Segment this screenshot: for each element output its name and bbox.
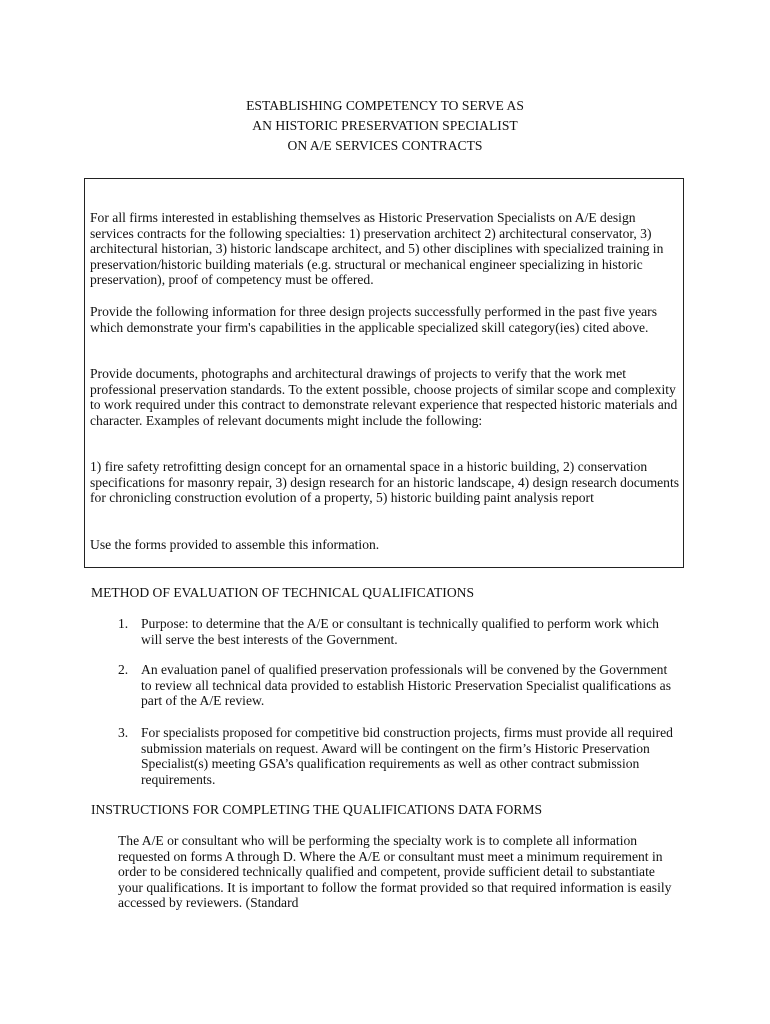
method-item-1	[118, 616, 678, 647]
intro-paragraph-3: Provide documents, photographs and architectural drawings of projects to verify that the work met professional preservation standards. To the extent possible, choose projects of similar scope and complexity to work required under this contract to demonstrate relevant experience that respected historic materials and character. Examples of relevant documents might include the following:	[90, 366, 678, 428]
method-item-number: 3.	[118, 725, 129, 740]
title-line-1: ESTABLISHING COMPETENCY TO SERVE AS	[246, 98, 524, 113]
method-item-number: 2.	[118, 662, 129, 677]
method-item-3	[118, 725, 678, 787]
title-line-2: AN HISTORIC PRESERVATION SPECIALIST	[252, 118, 518, 133]
instructions-paragraph: The A/E or consultant who will be performing the specialty work is to complete all information requested on forms A through D. Where the A/E or consultant must meet a minimum requirement in order to be considered technically qualified and competent, provide sufficient detail to substantiate your qualifications. It is important to follow the format provided so that required information is easily accessed by reviewers. (Standard	[118, 833, 672, 911]
method-item-number: 1.	[118, 616, 129, 631]
method-item-2	[118, 662, 678, 709]
intro-paragraph-4: 1) fire safety retrofitting design concept for an ornamental space in a historic building, 2) conservation specifications for masonry repair, 3) design research for an historic landscape, 4) design research documents for chronicling construction evolution of a property, 5) historic building paint analysis report	[90, 459, 680, 506]
instructions-heading: INSTRUCTIONS FOR COMPLETING THE QUALIFICATIONS DATA FORMS	[91, 802, 543, 817]
intro-paragraph-1: For all firms interested in establishing themselves as Historic Preservation Specialists on A/E design services contracts for the following specialties: 1) preservation architect 2) architectural conservator, 3) architectural historian, 3) historic landscape architect, and 5) other disciplines with specialized training in preservation/historic building materials (e.g. structural or mechanical engineer specializing in historic preservation), proof of competency must be offered.	[90, 210, 664, 288]
method-item-text: An evaluation panel of qualified preservation professionals will be convened by the Government to review all technical data provided to establish Historic Preservation Specialist qualifications as part of the A/E review.	[141, 662, 672, 709]
method-item-text: For specialists proposed for competitive bid construction projects, firms must provide all required submission materials on request. Award will be contingent on the firm’s Historic Preservation Specialist(s) meeting GSA’s qualification requirements as well as other contract submission requirements.	[141, 725, 673, 787]
method-item-text: Purpose: to determine that the A/E or consultant is technically qualified to perform work which will serve the best interests of the Government.	[141, 616, 659, 647]
method-heading: METHOD OF EVALUATION OF TECHNICAL QUALIFICATIONS	[91, 585, 475, 600]
title-line-3: ON A/E SERVICES CONTRACTS	[287, 138, 483, 153]
document-title	[0, 96, 770, 156]
intro-paragraph-5: Use the forms provided to assemble this information.	[90, 537, 380, 552]
intro-paragraph-2: Provide the following information for three design projects successfully performed in the past five years which demonstrate your firm's capabilities in the applicable specialized skill category(ies) cited above.	[90, 304, 658, 335]
